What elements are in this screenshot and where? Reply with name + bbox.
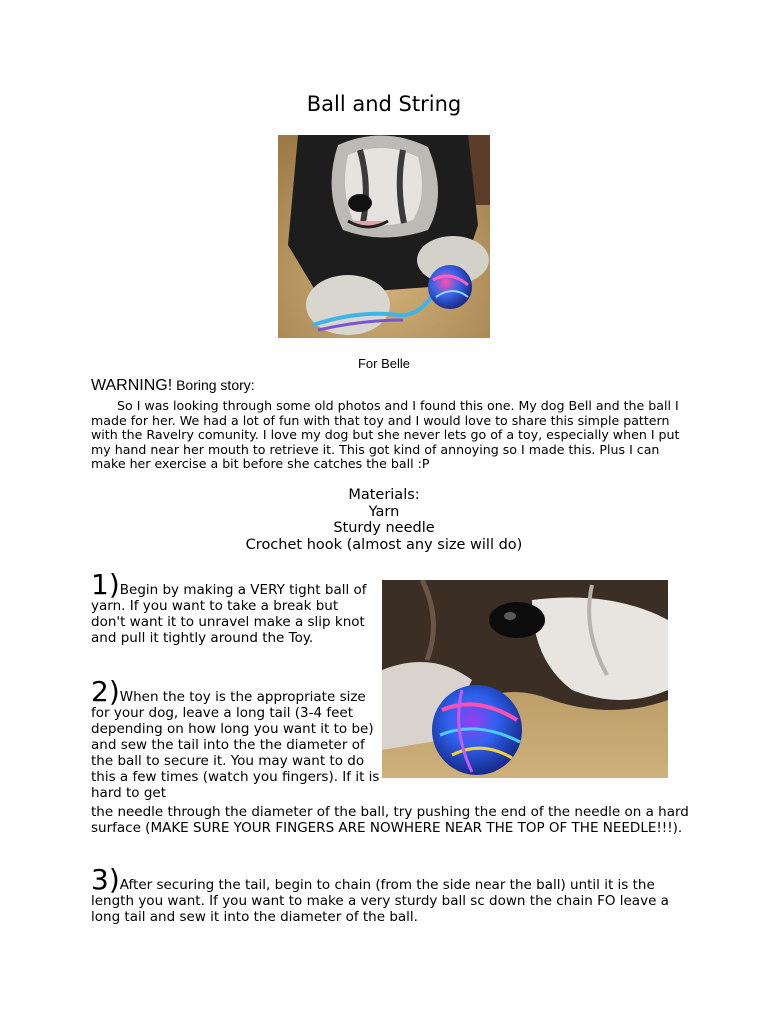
step-3 (91, 863, 691, 925)
materials-section (0, 487, 768, 553)
step-1 (91, 568, 371, 646)
step-2 (91, 675, 381, 801)
dog-closeup-illustration (382, 580, 668, 778)
dog-photo-with-ball (278, 135, 490, 338)
materials-heading: Materials: (348, 487, 420, 503)
step-text-continued: the needle through the diameter of the ball, try pushing the end of the needle on a hard surface (MAKE SURE YOUR FINGERS ARE NOWHERE NEAR THE TOP OF THE NEEDLE!!!). (91, 804, 689, 836)
step-number: 3) (91, 863, 120, 896)
photo-caption: For Belle (357, 356, 411, 371)
materials-item: Yarn (368, 503, 400, 520)
step-text: When the toy is the appropriate size for your dog, leave a long tail (3-4 feet depending on how long you want it to be) and sew the tail into the the diameter of the ball to secure it. You may want to do this a few times (watch you fingers). If it is hard to get (91, 689, 380, 801)
dog-closeup-photo (382, 580, 668, 778)
warning-line (91, 376, 691, 395)
warning-label: WARNING! (91, 377, 173, 394)
materials-item: Sturdy needle (333, 520, 435, 537)
page-title: Ball and String (306, 92, 462, 116)
story-paragraph (91, 399, 691, 472)
story-text: So I was looking through some old photos and I found this one. My dog Bell and the ball I made for her. We had a lot of fun with that toy and I would love to share this simple pattern with the Ravelry comunity. I love my dog but she never lets go of a toy, especially when I put my hand near her mouth to retrieve it. This got kind of annoying so I made this. Plus I can make her exercise a bit before she catches the ball :P (91, 398, 680, 472)
warning-text: Boring story: (172, 377, 255, 393)
step-text: Begin by making a VERY tight ball of yarn. If you want to take a break but don't want it to unravel make a slip knot and pull it tightly around the Toy. (91, 582, 367, 646)
step-number: 2) (91, 675, 120, 708)
dog-photo-illustration (278, 135, 490, 338)
step-text: After securing the tail, begin to chain (from the side near the ball) until it is the length you want. If you want to make a very sturdy ball sc down the chain FO leave a long tail and sew it into the diameter of the ball. (91, 877, 669, 925)
step-number: 1) (91, 568, 120, 601)
materials-item: Crochet hook (almost any size will do) (245, 536, 523, 553)
step-2-continued (91, 804, 691, 836)
